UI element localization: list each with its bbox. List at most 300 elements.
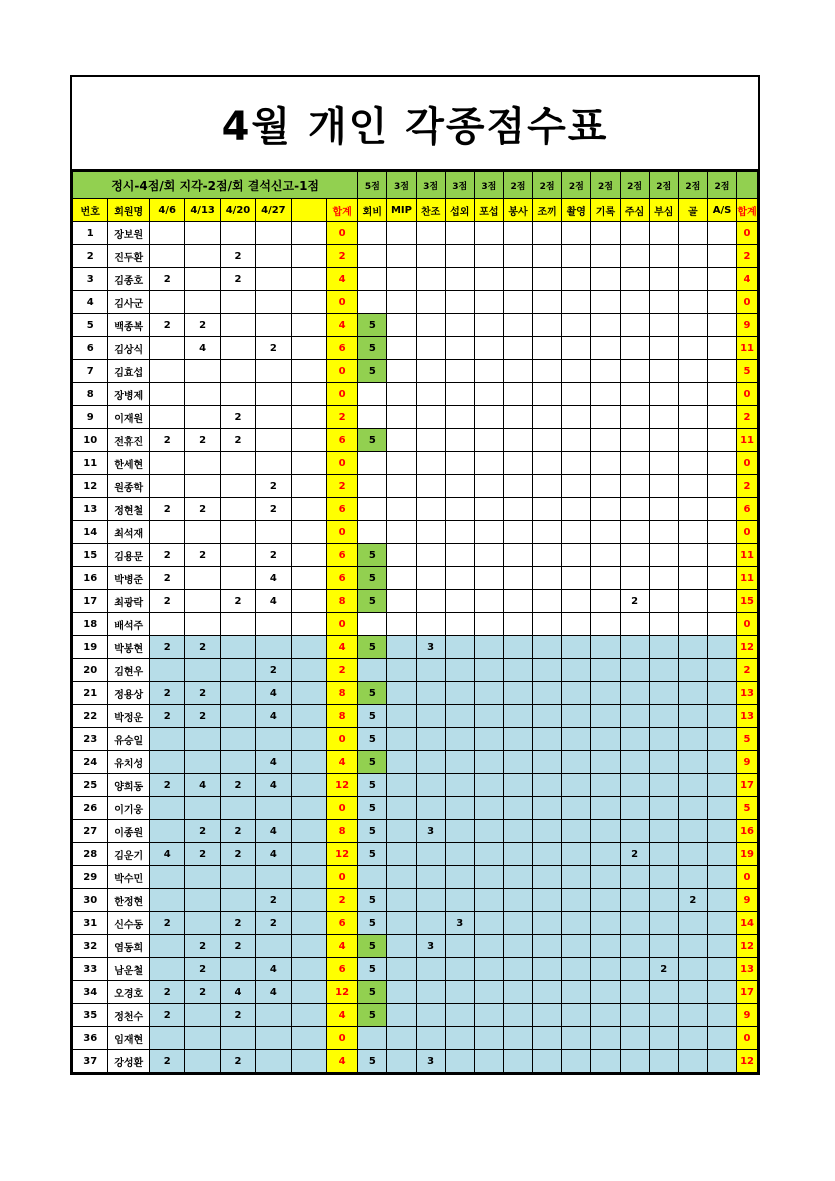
table-row: [73, 498, 758, 521]
sub-cell: [445, 1027, 474, 1050]
fee-cell: 5: [358, 820, 387, 843]
sup-cell: [416, 797, 445, 820]
member-name: 남운철: [108, 958, 150, 981]
ref-cell: [620, 659, 649, 682]
sub-cell: [445, 981, 474, 1004]
goal-cell: [678, 981, 707, 1004]
attendance-cell: [220, 613, 255, 636]
member-name: 전휴진: [108, 429, 150, 452]
ref-cell: [620, 728, 649, 751]
aref-cell: [649, 590, 678, 613]
blank-cell: [291, 1050, 326, 1073]
row-number: 8: [73, 383, 108, 406]
vol-cell: [503, 889, 532, 912]
attendance-sum: 6: [326, 429, 357, 452]
vol-cell: [503, 636, 532, 659]
member-name: 김상식: [108, 337, 150, 360]
sub-cell: [445, 360, 474, 383]
fee-cell: [358, 383, 387, 406]
grand-total: 11: [737, 567, 758, 590]
ref-cell: [620, 245, 649, 268]
aref-cell: [649, 360, 678, 383]
film-cell: [562, 406, 591, 429]
column-header: 4/27: [256, 199, 291, 222]
vest-cell: [533, 429, 562, 452]
blank-cell: [291, 429, 326, 452]
vol-cell: [503, 912, 532, 935]
attendance-cell: [150, 360, 185, 383]
attendance-cell: 2: [256, 889, 291, 912]
goal-cell: [678, 613, 707, 636]
as-cell: [707, 705, 736, 728]
blank-cell: [291, 958, 326, 981]
log-cell: [591, 659, 620, 682]
attendance-cell: 2: [150, 567, 185, 590]
blank-cell: [291, 222, 326, 245]
vest-cell: [533, 406, 562, 429]
grand-total: 5: [737, 797, 758, 820]
sub-cell: [445, 774, 474, 797]
attendance-cell: 2: [185, 820, 220, 843]
attendance-cell: [220, 797, 255, 820]
fee-cell: 5: [358, 567, 387, 590]
blank-cell: [291, 797, 326, 820]
member-name: 이종원: [108, 820, 150, 843]
attendance-cell: [150, 889, 185, 912]
attendance-cell: [220, 291, 255, 314]
aref-cell: [649, 222, 678, 245]
film-cell: [562, 383, 591, 406]
vest-cell: [533, 774, 562, 797]
vest-cell: [533, 567, 562, 590]
ref-cell: [620, 1050, 649, 1073]
member-name: 임재현: [108, 1027, 150, 1050]
score-label: 2점: [503, 172, 532, 199]
attendance-cell: 2: [150, 429, 185, 452]
attendance-cell: [185, 268, 220, 291]
score-label: 2점: [649, 172, 678, 199]
attendance-sum: 0: [326, 728, 357, 751]
attendance-sum: 2: [326, 889, 357, 912]
aref-cell: [649, 1004, 678, 1027]
attendance-cell: [220, 705, 255, 728]
as-cell: [707, 544, 736, 567]
attendance-cell: [185, 567, 220, 590]
vol-cell: [503, 590, 532, 613]
fee-cell: 5: [358, 1004, 387, 1027]
as-cell: [707, 452, 736, 475]
blank-cell: [291, 1004, 326, 1027]
vol-cell: [503, 820, 532, 843]
attendance-cell: 2: [150, 636, 185, 659]
film-cell: [562, 521, 591, 544]
as-cell: [707, 360, 736, 383]
as-cell: [707, 774, 736, 797]
rec-cell: [474, 1004, 503, 1027]
vol-cell: [503, 360, 532, 383]
grand-total: 0: [737, 222, 758, 245]
attendance-cell: [256, 406, 291, 429]
attendance-sum: 12: [326, 981, 357, 1004]
sub-cell: [445, 682, 474, 705]
attendance-cell: [185, 1004, 220, 1027]
goal-cell: [678, 590, 707, 613]
aref-cell: [649, 1050, 678, 1073]
sub-cell: [445, 291, 474, 314]
aref-cell: [649, 429, 678, 452]
attendance-cell: 2: [220, 1050, 255, 1073]
rec-cell: [474, 245, 503, 268]
score-label: 2점: [562, 172, 591, 199]
sub-cell: [445, 222, 474, 245]
vest-cell: [533, 452, 562, 475]
goal-cell: [678, 958, 707, 981]
fee-cell: [358, 1027, 387, 1050]
aref-cell: [649, 820, 678, 843]
attendance-cell: 2: [150, 912, 185, 935]
vol-cell: [503, 498, 532, 521]
film-cell: [562, 958, 591, 981]
rec-cell: [474, 981, 503, 1004]
row-number: 4: [73, 291, 108, 314]
attendance-cell: 2: [185, 429, 220, 452]
sup-cell: [416, 475, 445, 498]
fee-cell: 5: [358, 774, 387, 797]
ref-cell: [620, 958, 649, 981]
attendance-cell: 2: [220, 1004, 255, 1027]
member-name: 정용상: [108, 682, 150, 705]
log-cell: [591, 889, 620, 912]
sup-cell: 3: [416, 636, 445, 659]
goal-cell: [678, 452, 707, 475]
table-row: [73, 820, 758, 843]
vol-cell: [503, 314, 532, 337]
attendance-sum: 4: [326, 1050, 357, 1073]
grand-total: 13: [737, 682, 758, 705]
sub-cell: [445, 659, 474, 682]
sub-cell: [445, 958, 474, 981]
member-name: 장보원: [108, 222, 150, 245]
film-cell: [562, 705, 591, 728]
mip-cell: [387, 475, 416, 498]
film-cell: [562, 866, 591, 889]
film-cell: [562, 889, 591, 912]
ref-cell: [620, 429, 649, 452]
as-cell: [707, 889, 736, 912]
sub-cell: [445, 567, 474, 590]
attendance-sum: 2: [326, 659, 357, 682]
column-header: 기록: [591, 199, 620, 222]
table-row: [73, 613, 758, 636]
column-header: 찬조: [416, 199, 445, 222]
goal-cell: [678, 268, 707, 291]
mip-cell: [387, 843, 416, 866]
attendance-cell: [150, 1027, 185, 1050]
rec-cell: [474, 383, 503, 406]
table-row: [73, 291, 758, 314]
mip-cell: [387, 659, 416, 682]
table-row: [73, 360, 758, 383]
blank-cell: [291, 889, 326, 912]
attendance-cell: [220, 659, 255, 682]
vol-cell: [503, 337, 532, 360]
attendance-cell: [185, 245, 220, 268]
attendance-sum: 4: [326, 1004, 357, 1027]
rec-cell: [474, 268, 503, 291]
vol-cell: [503, 705, 532, 728]
vol-cell: [503, 958, 532, 981]
attendance-cell: [256, 866, 291, 889]
attendance-cell: [220, 475, 255, 498]
member-name: 원종학: [108, 475, 150, 498]
aref-cell: [649, 774, 678, 797]
member-name: 김용문: [108, 544, 150, 567]
attendance-cell: 4: [256, 590, 291, 613]
attendance-cell: [220, 958, 255, 981]
vol-cell: [503, 383, 532, 406]
attendance-sum: 4: [326, 935, 357, 958]
fee-cell: [358, 475, 387, 498]
film-cell: [562, 774, 591, 797]
attendance-cell: 2: [150, 682, 185, 705]
rec-cell: [474, 659, 503, 682]
attendance-cell: 2: [185, 636, 220, 659]
sup-cell: 3: [416, 1050, 445, 1073]
rec-cell: [474, 613, 503, 636]
film-cell: [562, 636, 591, 659]
attendance-cell: 4: [256, 682, 291, 705]
vest-cell: [533, 291, 562, 314]
sup-cell: [416, 268, 445, 291]
member-name: 최광락: [108, 590, 150, 613]
vol-cell: [503, 1050, 532, 1073]
vest-cell: [533, 866, 562, 889]
attendance-cell: [256, 268, 291, 291]
vest-cell: [533, 245, 562, 268]
vest-cell: [533, 1004, 562, 1027]
column-header: 회원명: [108, 199, 150, 222]
table-row: [73, 383, 758, 406]
vol-cell: [503, 222, 532, 245]
vest-cell: [533, 498, 562, 521]
goal-cell: [678, 314, 707, 337]
as-cell: [707, 268, 736, 291]
sup-cell: [416, 751, 445, 774]
attendance-cell: [256, 452, 291, 475]
row-number: 14: [73, 521, 108, 544]
sub-cell: [445, 452, 474, 475]
attendance-cell: [220, 521, 255, 544]
ref-cell: [620, 383, 649, 406]
aref-cell: [649, 314, 678, 337]
log-cell: [591, 314, 620, 337]
attendance-sum: 2: [326, 245, 357, 268]
row-number: 6: [73, 337, 108, 360]
goal-cell: [678, 567, 707, 590]
film-cell: [562, 728, 591, 751]
ref-cell: [620, 222, 649, 245]
ref-cell: [620, 912, 649, 935]
table-row: [73, 1027, 758, 1050]
row-number: 7: [73, 360, 108, 383]
vest-cell: [533, 590, 562, 613]
sup-cell: [416, 567, 445, 590]
column-header: [291, 199, 326, 222]
member-name: 한세현: [108, 452, 150, 475]
film-cell: [562, 567, 591, 590]
attendance-cell: [256, 613, 291, 636]
log-cell: [591, 337, 620, 360]
ref-cell: [620, 797, 649, 820]
vol-cell: [503, 866, 532, 889]
vest-cell: [533, 728, 562, 751]
table-row: [73, 1050, 758, 1073]
attendance-cell: [185, 222, 220, 245]
sub-cell: 3: [445, 912, 474, 935]
fee-cell: [358, 406, 387, 429]
grand-total: 5: [737, 360, 758, 383]
sup-cell: [416, 452, 445, 475]
ref-cell: [620, 935, 649, 958]
grand-total: 12: [737, 1050, 758, 1073]
mip-cell: [387, 498, 416, 521]
row-number: 35: [73, 1004, 108, 1027]
scoring-rule-row: [73, 172, 758, 199]
sup-cell: [416, 843, 445, 866]
attendance-sum: 2: [326, 406, 357, 429]
row-number: 15: [73, 544, 108, 567]
attendance-cell: [150, 935, 185, 958]
grand-total: 12: [737, 935, 758, 958]
ref-cell: [620, 498, 649, 521]
as-cell: [707, 314, 736, 337]
attendance-cell: [256, 1050, 291, 1073]
as-cell: [707, 751, 736, 774]
blank-cell: [291, 981, 326, 1004]
rec-cell: [474, 544, 503, 567]
member-name: 정천수: [108, 1004, 150, 1027]
attendance-cell: 4: [256, 705, 291, 728]
film-cell: [562, 935, 591, 958]
attendance-cell: 2: [185, 314, 220, 337]
mip-cell: [387, 613, 416, 636]
blank-cell: [291, 291, 326, 314]
sup-cell: [416, 1027, 445, 1050]
sup-cell: [416, 682, 445, 705]
attendance-cell: 4: [220, 981, 255, 1004]
sub-cell: [445, 889, 474, 912]
sup-cell: [416, 705, 445, 728]
rec-cell: [474, 475, 503, 498]
column-header: 4/13: [185, 199, 220, 222]
sub-cell: [445, 245, 474, 268]
mip-cell: [387, 774, 416, 797]
column-header: 4/20: [220, 199, 255, 222]
ref-cell: [620, 682, 649, 705]
attendance-cell: [185, 659, 220, 682]
attendance-cell: [150, 820, 185, 843]
score-table: [72, 171, 758, 1073]
log-cell: [591, 705, 620, 728]
fee-cell: 5: [358, 935, 387, 958]
grand-total: 9: [737, 889, 758, 912]
sub-cell: [445, 498, 474, 521]
attendance-cell: [256, 360, 291, 383]
header-row: [73, 199, 758, 222]
blank-cell: [291, 1027, 326, 1050]
rec-cell: [474, 590, 503, 613]
log-cell: [591, 498, 620, 521]
ref-cell: [620, 705, 649, 728]
rec-cell: [474, 360, 503, 383]
member-name: 유치성: [108, 751, 150, 774]
blank-cell: [291, 498, 326, 521]
grand-total: 2: [737, 406, 758, 429]
fee-cell: [358, 222, 387, 245]
log-cell: [591, 521, 620, 544]
blank-cell: [291, 590, 326, 613]
blank-cell: [291, 406, 326, 429]
mip-cell: [387, 1050, 416, 1073]
mip-cell: [387, 222, 416, 245]
as-cell: [707, 521, 736, 544]
grand-total: 11: [737, 544, 758, 567]
mip-cell: [387, 291, 416, 314]
goal-cell: [678, 935, 707, 958]
grand-total: 4: [737, 268, 758, 291]
mip-cell: [387, 912, 416, 935]
member-name: 진두환: [108, 245, 150, 268]
attendance-cell: [256, 222, 291, 245]
attendance-cell: [185, 613, 220, 636]
blank-cell: [291, 452, 326, 475]
row-number: 31: [73, 912, 108, 935]
attendance-sum: 6: [326, 958, 357, 981]
table-row: [73, 406, 758, 429]
goal-cell: [678, 475, 707, 498]
attendance-sum: 4: [326, 636, 357, 659]
attendance-sum: 0: [326, 613, 357, 636]
blank-cell: [291, 636, 326, 659]
sup-cell: [416, 981, 445, 1004]
table-row: [73, 636, 758, 659]
rec-cell: [474, 935, 503, 958]
column-header: 골: [678, 199, 707, 222]
goal-cell: [678, 245, 707, 268]
goal-cell: [678, 866, 707, 889]
attendance-cell: 2: [220, 774, 255, 797]
attendance-cell: [150, 613, 185, 636]
attendance-sum: 0: [326, 222, 357, 245]
vest-cell: [533, 958, 562, 981]
attendance-cell: [256, 245, 291, 268]
rec-cell: [474, 498, 503, 521]
attendance-sum: 2: [326, 475, 357, 498]
fee-cell: 5: [358, 912, 387, 935]
blank-cell: [291, 544, 326, 567]
film-cell: [562, 981, 591, 1004]
table-row: [73, 1004, 758, 1027]
vol-cell: [503, 291, 532, 314]
attendance-cell: [150, 659, 185, 682]
attendance-sum: 0: [326, 383, 357, 406]
row-number: 37: [73, 1050, 108, 1073]
rec-cell: [474, 682, 503, 705]
mip-cell: [387, 636, 416, 659]
vest-cell: [533, 751, 562, 774]
rec-cell: [474, 429, 503, 452]
attendance-cell: 2: [150, 268, 185, 291]
